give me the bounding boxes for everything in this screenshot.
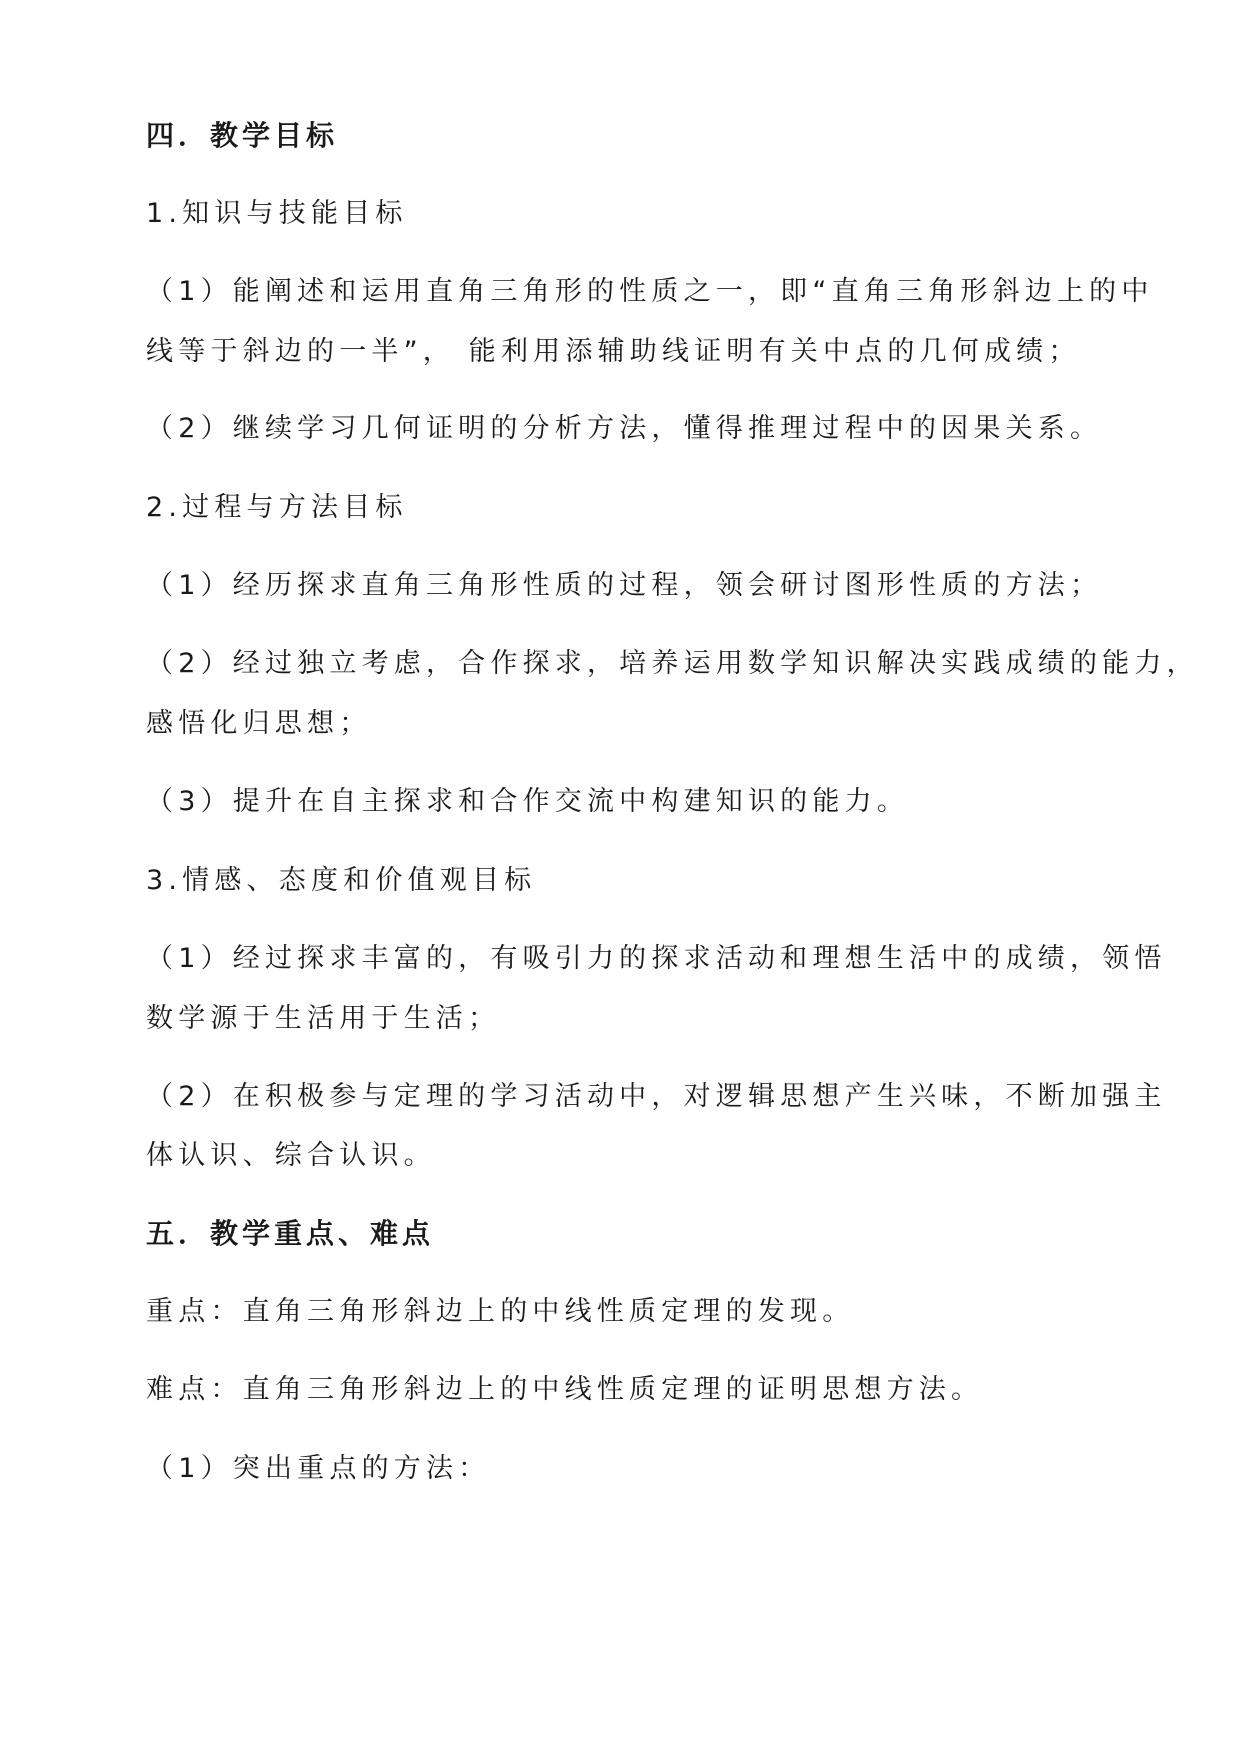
subsection-1-title: 1.知识与技能目标 <box>146 198 408 229</box>
subsection-2-title: 2.过程与方法目标 <box>146 492 408 523</box>
difficulty-line: 难点：直角三角形斜边上的中线性质定理的证明思想方法。 <box>146 1374 984 1405</box>
section-4-heading: 四．教学目标 <box>146 119 339 152</box>
paragraph-line: （2）在积极参与定理的学习活动中，对逻辑思想产生兴味，不断加强主 <box>146 1081 1167 1112</box>
paragraph-line: （1）经历探求直角三角形性质的过程，领会研讨图形性质的方法； <box>146 570 1103 601</box>
paragraph-line: （3）提升在自主探求和合作交流中构建知识的能力。 <box>146 786 909 817</box>
section-5-heading: 五．教学重点、难点 <box>146 1217 435 1250</box>
paragraph-line: 数学源于生活用于生活； <box>146 1003 501 1034</box>
paragraph-line: 感悟化归思想； <box>146 708 372 739</box>
paragraph-line: 体认识、综合认识。 <box>146 1140 436 1171</box>
paragraph-line: （1）经过探求丰富的，有吸引力的探求活动和理想生活中的成绩，领悟 <box>146 943 1167 974</box>
subsection-3-title: 3.情感、态度和价值观目标 <box>146 865 537 896</box>
paragraph-line: （2）经过独立考虑，合作探求，培养运用数学知识解决实践成绩的能力， <box>146 648 1199 679</box>
paragraph-line: （1）能阐述和运用直角三角形的性质之一，即“直角三角形斜边上的中 <box>146 276 1154 307</box>
paragraph-line: 线等于斜边的一半”， 能利用添辅助线证明有关中点的几何成绩； <box>146 336 1081 367</box>
paragraph-line: （2）继续学习几何证明的分析方法，懂得推理过程中的因果关系。 <box>146 413 1103 444</box>
key-point-line: 重点：直角三角形斜边上的中线性质定理的发现。 <box>146 1296 855 1327</box>
paragraph-line: （1）突出重点的方法： <box>146 1453 491 1484</box>
